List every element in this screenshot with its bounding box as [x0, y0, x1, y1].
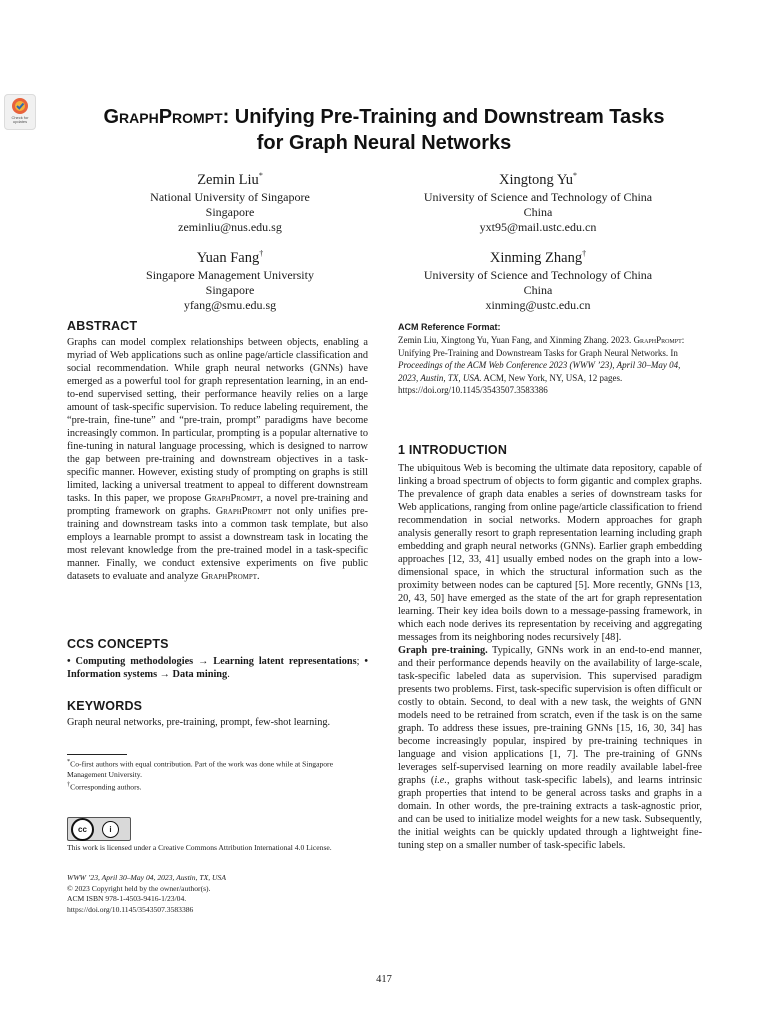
author-email[interactable]: yxt95@mail.ustc.edu.cn: [479, 219, 597, 234]
author-name: Xinming Zhang: [489, 249, 583, 266]
author-email[interactable]: zeminliu@nus.edu.sg: [178, 219, 282, 234]
author-country: China: [523, 204, 553, 219]
paragraph-lead: Graph pre-training.: [398, 645, 488, 656]
author-affiliation: National University of Singapore: [150, 189, 310, 204]
introduction-text: [398, 462, 702, 852]
title-line2: for Graph Neural Networks: [256, 132, 512, 154]
acm-reference-heading: ACM Reference Format:: [398, 322, 501, 332]
author-block: [408, 244, 668, 313]
intro-paragraph-2: Graph pre-training. Typically, GNNs work in an end-to-end manner, and their performance depends heavily on the availability of large-scale, task-specific labeled data as supervision. This supervised paradigm presents two problems. First, task-specific supervision is often difficult or costly to obtain. Second, to deal with a new task, the weights of GNN models need to be retrained from scratch, even if the task is on the same graph. To address these issues, pre-training GNNs [15, 16, 30, 34] has become increasingly popular, inspired by pre-training techniques in language and vision applications [1, 7]. The pre-training of GNNs leverages self-supervised learning on more readily available label-free graphs (i.e., graphs without task-specific labels), and learns intrinsic graph properties that intend to be general across tasks and graphs in a domain. In other words, the pre-training extracts a task-agnostic prior, and can be used to initialize model weights for a new task. Subsequently, the initial weights can be quickly updated through a lightweight fine-tuning step on a smaller number of task-specific labels.: [398, 645, 702, 851]
venue: WWW ’23, April 30–May 04, 2023, Austin, TX, USA: [67, 873, 226, 882]
ccs-item: • Information systems → Data mining: [67, 656, 368, 680]
abstract-text: Graphs can model complex relationships between objects, enabling a myriad of Web applications such as online page/article classification and social recommendation. While graph neural networks (GNNs) have emerged as a powerful tool for graph representation learning, in an end-to-end supervised setting, their performance heavily relies on a large amount of task-specific supervision. To reduce labeling requirement, the “pre-train, fine-tune” and “pre-train, prompt” paradigms have become increasingly common. In particular, prompting is a popular alternative to fine-tuning in natural language processing, which is designed to narrow the gap between pre-training and downstream objectives in a task-specific manner. However, existing study of prompting on graphs is still limited, lacking a universal treatment to appeal to different downstream tasks. In this paper, we propose GraphPrompt, a novel pre-training and prompting framework on graphs. GraphPrompt not only unifies pre-training and downstream tasks into a common task template, but also employs a learnable prompt to assist a downstream task in locating the most relevant knowledge from the pre-trained model in a task-specific manner. Finally, we conduct extensive experiments on five public datasets to evaluate and analyze GraphPrompt.: [67, 337, 368, 582]
system-name: GraphPrompt: [204, 493, 261, 504]
system-name: GraphPrompt: [201, 571, 258, 582]
license-text: This work is licensed under a Creative Commons Attribution International 4.0 License.: [67, 843, 332, 852]
author-name: Xingtong Yu: [499, 171, 573, 188]
author-block: [100, 166, 360, 235]
author-mark: †: [259, 249, 264, 258]
creative-commons-logo[interactable]: [67, 817, 131, 841]
author-block: [408, 166, 668, 235]
intro-paragraph-1: The ubiquitous Web is becoming the ultimate data repository, capable of linking a broad spectrum of objects to form gigantic and complex graphs. The prevalence of graph data enables a series of downstream tasks for Web applications, ranging from online page/article classification to friend recommendation in social networks. Modern approaches for graph analysis generally resort to graph representation learning including graph embedding and graph neural networks (GNNs). Earlier graph embedding approaches [12, 33, 41] usually embed nodes on the graph into a low-dimensional space, in which the structural information such as the proximity between nodes can be captured [5]. More recently, GNNs [13, 20, 43, 50] have emerged as the state of the art for graph representation learning. Their key idea boils down to a message-passing framework, in which each node derives its representation by receiving and aggregating messages from its neighboring nodes recursively [48].: [398, 463, 702, 643]
footnote-corresponding: Corresponding authors.: [70, 782, 142, 792]
author-affiliation: University of Science and Technology of China: [423, 267, 653, 282]
author-affiliation: Singapore Management University: [146, 267, 314, 282]
footnote-rule: [67, 754, 127, 755]
introduction-heading: 1 INTRODUCTION: [398, 443, 508, 457]
keywords-heading: KEYWORDS: [67, 699, 143, 713]
page-number: 417: [376, 974, 392, 985]
paper-title: [0, 104, 768, 156]
author-email[interactable]: yfang@smu.edu.sg: [183, 297, 277, 312]
author-country: China: [523, 282, 553, 297]
attribution-icon: i: [102, 821, 119, 838]
title-system-name: GraphPrompt: [103, 106, 223, 128]
ccs-heading: CCS CONCEPTS: [67, 637, 169, 651]
title-line1-rest: : Unifying Pre-Training and Downstream Tasks: [222, 106, 665, 128]
ccs-concepts: • Computing methodologies → Learning latent representations; • Information systems → Data mining.: [67, 656, 368, 680]
acm-reference-text: Zemin Liu, Xingtong Yu, Yuan Fang, and Xinming Zhang. 2023. GraphPrompt: Unifying Pre-Training and Downstream Tasks for Graph Neural Networks. In Proceedings of the ACM Web Conference 2023 (WWW ’23), April 30–May 04, 2023, Austin, TX, USA. ACM, New York, NY, USA, 12 pages. https://doi.org/10.1145/3543507.3583386: [398, 335, 685, 395]
author-country: Singapore: [205, 204, 255, 219]
copyright: © 2023 Copyright held by the owner/author(s).: [67, 883, 211, 893]
footnotes: *Co-first authors with equal contribution. Part of the work was done while at Singapore Management University. †Corresponding authors.: [67, 758, 333, 792]
author-name: Yuan Fang: [196, 249, 260, 266]
author-affiliation: University of Science and Technology of China: [423, 189, 653, 204]
author-country: Singapore: [205, 282, 255, 297]
footnote-equal-contribution: Co-first authors with equal contribution. Part of the work was done while at Singapore Management University.: [67, 759, 333, 779]
proceedings: Proceedings of the ACM Web Conference 2023 (WWW ’23), April 30–May 04, 2023, Austin, TX, USA.: [398, 360, 681, 383]
publication-info: [67, 873, 368, 915]
badge-text: Check for updates: [11, 115, 29, 124]
author-email[interactable]: xinming@ustc.edu.cn: [485, 297, 591, 312]
author-mark: *: [572, 171, 577, 180]
ccs-item: • Computing methodologies → Learning latent representations: [67, 656, 357, 667]
keywords-text: Graph neural networks, pre-training, prompt, few-shot learning.: [67, 717, 331, 728]
isbn: ACM ISBN 978-1-4503-9416-1/23/04.: [67, 894, 187, 903]
system-name: GraphPrompt: [215, 506, 272, 517]
system-name: GraphPrompt: [633, 335, 682, 345]
author-name: Zemin Liu: [197, 171, 259, 188]
cc-icon: cc: [71, 818, 94, 841]
author-mark: *: [258, 171, 263, 180]
abstract-heading: ABSTRACT: [67, 319, 138, 333]
doi-link[interactable]: https://doi.org/10.1145/3543507.3583386: [67, 904, 194, 914]
author-mark: †: [582, 249, 587, 258]
author-block: [100, 244, 360, 313]
